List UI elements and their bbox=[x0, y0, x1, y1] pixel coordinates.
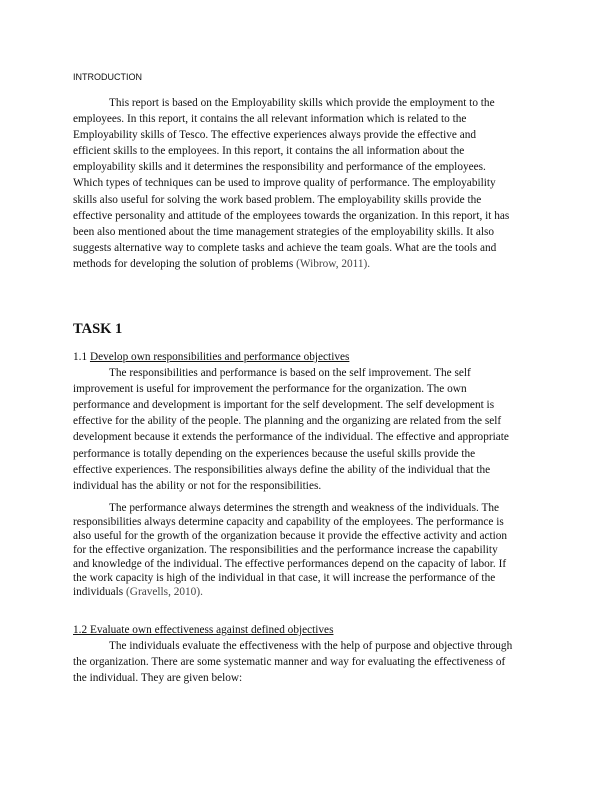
section-1-1 bbox=[73, 349, 543, 494]
text-line: performance and development is important for the self development. The self development is bbox=[73, 399, 495, 412]
section-1-1-paragraph-2 bbox=[73, 501, 543, 599]
text-line: the individual. They are given below: bbox=[73, 672, 243, 685]
introduction-heading: INTRODUCTION bbox=[73, 72, 142, 82]
text-line: methods for developing the solution of problems bbox=[73, 257, 297, 270]
text-line: and knowledge of the individual. The effective performances depend on the capacity of labor. If bbox=[73, 558, 507, 570]
text-line: skills also useful for solving the work based problem. The employability skills provide the bbox=[73, 193, 482, 206]
text-line: The responsibilities and performance is based on the self improvement. The self bbox=[109, 367, 471, 380]
introduction-paragraph bbox=[73, 95, 543, 272]
text-line: individuals bbox=[73, 586, 127, 598]
text-line: employability skills and it determines the responsibility and performance of the employees. bbox=[73, 161, 486, 174]
text-line: effective experiences. The responsibilities always define the ability of the individual that the bbox=[73, 463, 491, 476]
text-line: Which types of techniques can be used to improve quality of performance. The employability bbox=[73, 177, 496, 190]
text-line: improvement is useful for improvement the performance for the organization. The own bbox=[73, 383, 467, 396]
text-line: also useful for the growth of the organization because it provide the effective activity and action bbox=[73, 530, 508, 542]
citation: (Gravells, 2010). bbox=[126, 586, 203, 598]
text-line: been also mentioned about the time management strategies of the employability skills. It also bbox=[73, 225, 495, 238]
text-line: The individuals evaluate the effectiveness with the help of purpose and objective through bbox=[109, 640, 513, 653]
text-line: effective personality and attitude of the employees towards the organization. In this report, it has bbox=[73, 209, 510, 222]
text-line: efficient skills to the employees. In this report, it contains the all information about the bbox=[73, 145, 465, 158]
text-line: employees. In this report, it contains the all relevant information which is related to the bbox=[73, 113, 467, 126]
section-number: 1.1 bbox=[73, 351, 90, 363]
text-line: the work capacity is high of the individual in that case, it will increase the performance of the bbox=[73, 572, 496, 584]
citation: (Wibrow, 2011). bbox=[296, 257, 371, 270]
text-line: suggests alternative way to complete tasks and achieve the team goals. What are the tools and bbox=[73, 241, 497, 254]
text-line: the organization. There are some systematic manner and way for evaluating the effectiveness of bbox=[73, 656, 506, 669]
text-line: individual has the ability or not for the responsibilities. bbox=[73, 479, 322, 492]
task-heading: TASK 1 bbox=[73, 321, 123, 337]
section-title: Develop own responsibilities and performance objectives bbox=[89, 351, 350, 363]
section-1-2 bbox=[73, 622, 543, 686]
text-line: effective for the ability of the people. The planning and the organizing are related from the self bbox=[73, 415, 502, 428]
text-line: development because it extends the performance of the individual. The effective and appropriate bbox=[73, 431, 509, 444]
text-line: performance is totally depending on the experiences because the useful skills provide the bbox=[73, 447, 476, 460]
text-line: This report is based on the Employability skills which provide the employment to the bbox=[109, 97, 495, 109]
text-line: for the effective organization. The responsibilities and the performance increase the capability bbox=[73, 544, 498, 556]
text-line: Employability skills of Tesco. The effective experiences always provide the effective and bbox=[73, 129, 477, 142]
text-line: The performance always determines the strength and weakness of the individuals. The bbox=[109, 502, 500, 514]
section-title: 1.2 Evaluate own effectiveness against defined objectives bbox=[73, 624, 334, 636]
text-line: responsibilities always determine capacity and capability of the employees. The performance is bbox=[73, 516, 504, 528]
